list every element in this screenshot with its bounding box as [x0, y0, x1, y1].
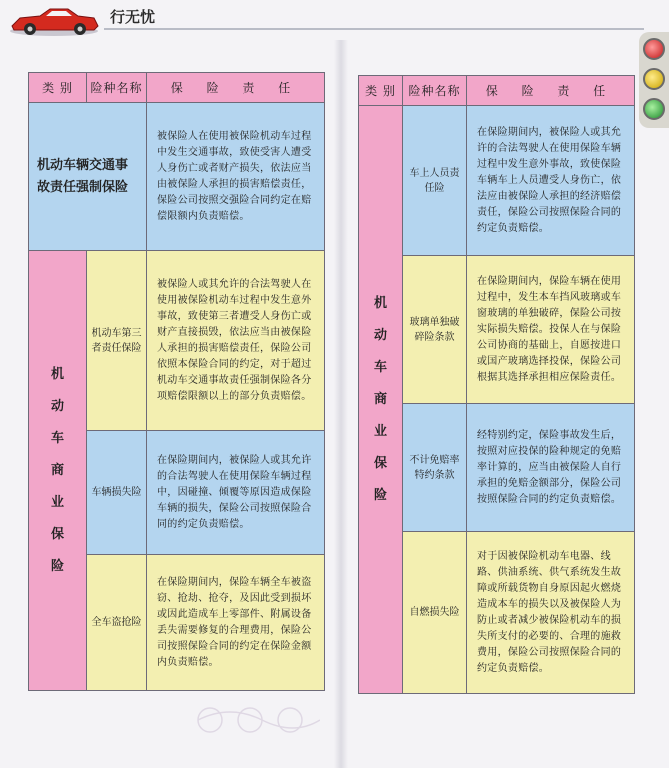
- column-header-product: 险种名称: [87, 73, 147, 103]
- product-name: 不计免赔率特约条款: [403, 404, 467, 532]
- product-name: 车上人员责任险: [403, 106, 467, 256]
- product-duty: 在保险期间内，保险车辆在使用过程中，发生本车挡风玻璃或车窗玻璃的单独破碎，保险公司按实际损失赔偿。投保人在与保险公司协商的基础上，自愿按进口或国产玻璃选择投保，保险公司根据其选择承担相应保险责任。: [467, 256, 635, 404]
- product-name: 机动车第三者责任保险: [87, 251, 147, 431]
- header-divider: [104, 28, 644, 30]
- column-header-category: 类 别: [29, 73, 87, 103]
- compulsory-insurance-duty: 被保险人在使用被保险机动车过程中发生交通事故，致使受害人遭受人身伤亡或者财产损失，依法应当由被保险人承担的损害赔偿责任，保险公司按照交强险合同约定在赔偿限额内负责赔偿。: [147, 103, 325, 251]
- red-lamp-icon: [643, 38, 665, 60]
- column-header-duty: 保 险 责 任: [467, 76, 635, 106]
- column-header-product: 险种名称: [403, 76, 467, 106]
- brand-title: 行无忧: [110, 8, 156, 26]
- column-header-category: 类 别: [359, 76, 403, 106]
- product-duty: 被保险人或其允许的合法驾驶人在使用被保险机动车过程中发生意外事故，致使第三者遭受人身伤亡或财产直接损毁，依法应当由被保险人承担的损害赔偿责任，保险公司依照本保险合同的约定，对于超过机动车交通事故责任强制保险各分项赔偿限额以上的部分负责赔偿。: [147, 251, 325, 431]
- compulsory-insurance-category: 机动车辆交通事故责任强制保险: [29, 103, 147, 251]
- table-row: [29, 251, 325, 431]
- table-row: [29, 103, 325, 251]
- car-logo-icon: [6, 4, 102, 38]
- product-duty: 经特别约定，保险事故发生后，按照对应投保的险种规定的免赔率计算的，应当由被保险人自行承担的免赔金额部分，保险公司按照保险合同的约定负责赔偿。: [467, 404, 635, 532]
- amber-lamp-icon: [643, 68, 665, 90]
- product-duty: 对于因被保险机动车电器、线路、供油系统、供气系统发生故障或所载货物自身原因起火燃烧造成本车的损失以及被保险人为防止或者减少被保险机动车的损失所支付的必要的、合理的施救费用，保险公司按照保险合同的约定负责赔偿。: [467, 532, 635, 694]
- product-name: 自燃损失险: [403, 532, 467, 694]
- product-name: 全车盗抢险: [87, 555, 147, 691]
- table-row: [359, 106, 635, 256]
- commercial-insurance-category: 机 动 车 商 业 保 险: [29, 251, 87, 691]
- column-header-duty: 保 险 责 任: [147, 73, 325, 103]
- right-insurance-table: [358, 75, 635, 694]
- traffic-light-icon: [639, 32, 669, 128]
- green-lamp-icon: [643, 98, 665, 120]
- product-duty: 在保险期间内，被保险人或其允许的合法驾驶人在使用保险车辆过程中，因碰撞、倾覆等原因造成保险车辆的损失，保险公司按照保险合同的约定负责赔偿。: [147, 431, 325, 555]
- product-name: 车辆损失险: [87, 431, 147, 555]
- left-insurance-table: [28, 72, 325, 691]
- page-fold: [334, 40, 348, 768]
- page-header: [0, 0, 669, 40]
- product-duty: 在保险期间内，保险车辆全车被盗窃、抢劫、抢夺，及因此受到损坏或因此造成车上零部件、附属设备丢失需要修复的合理费用，保险公司按照保险合同的约定在保险金额内负责赔偿。: [147, 555, 325, 691]
- product-duty: 在保险期间内，被保险人或其允许的合法驾驶人在使用保险车辆过程中发生意外事故，致使保险车辆车上人员遭受人身伤亡，依法应由被保险人承担的经济赔偿责任，保险公司按照保险合同的约定负责赔偿。: [467, 106, 635, 256]
- table-header-row: [29, 73, 325, 103]
- watermark-emblem-icon: [180, 700, 320, 740]
- table-header-row: [359, 76, 635, 106]
- commercial-insurance-category: 机 动 车 商 业 保 险: [359, 106, 403, 694]
- product-name: 玻璃单独破碎险条款: [403, 256, 467, 404]
